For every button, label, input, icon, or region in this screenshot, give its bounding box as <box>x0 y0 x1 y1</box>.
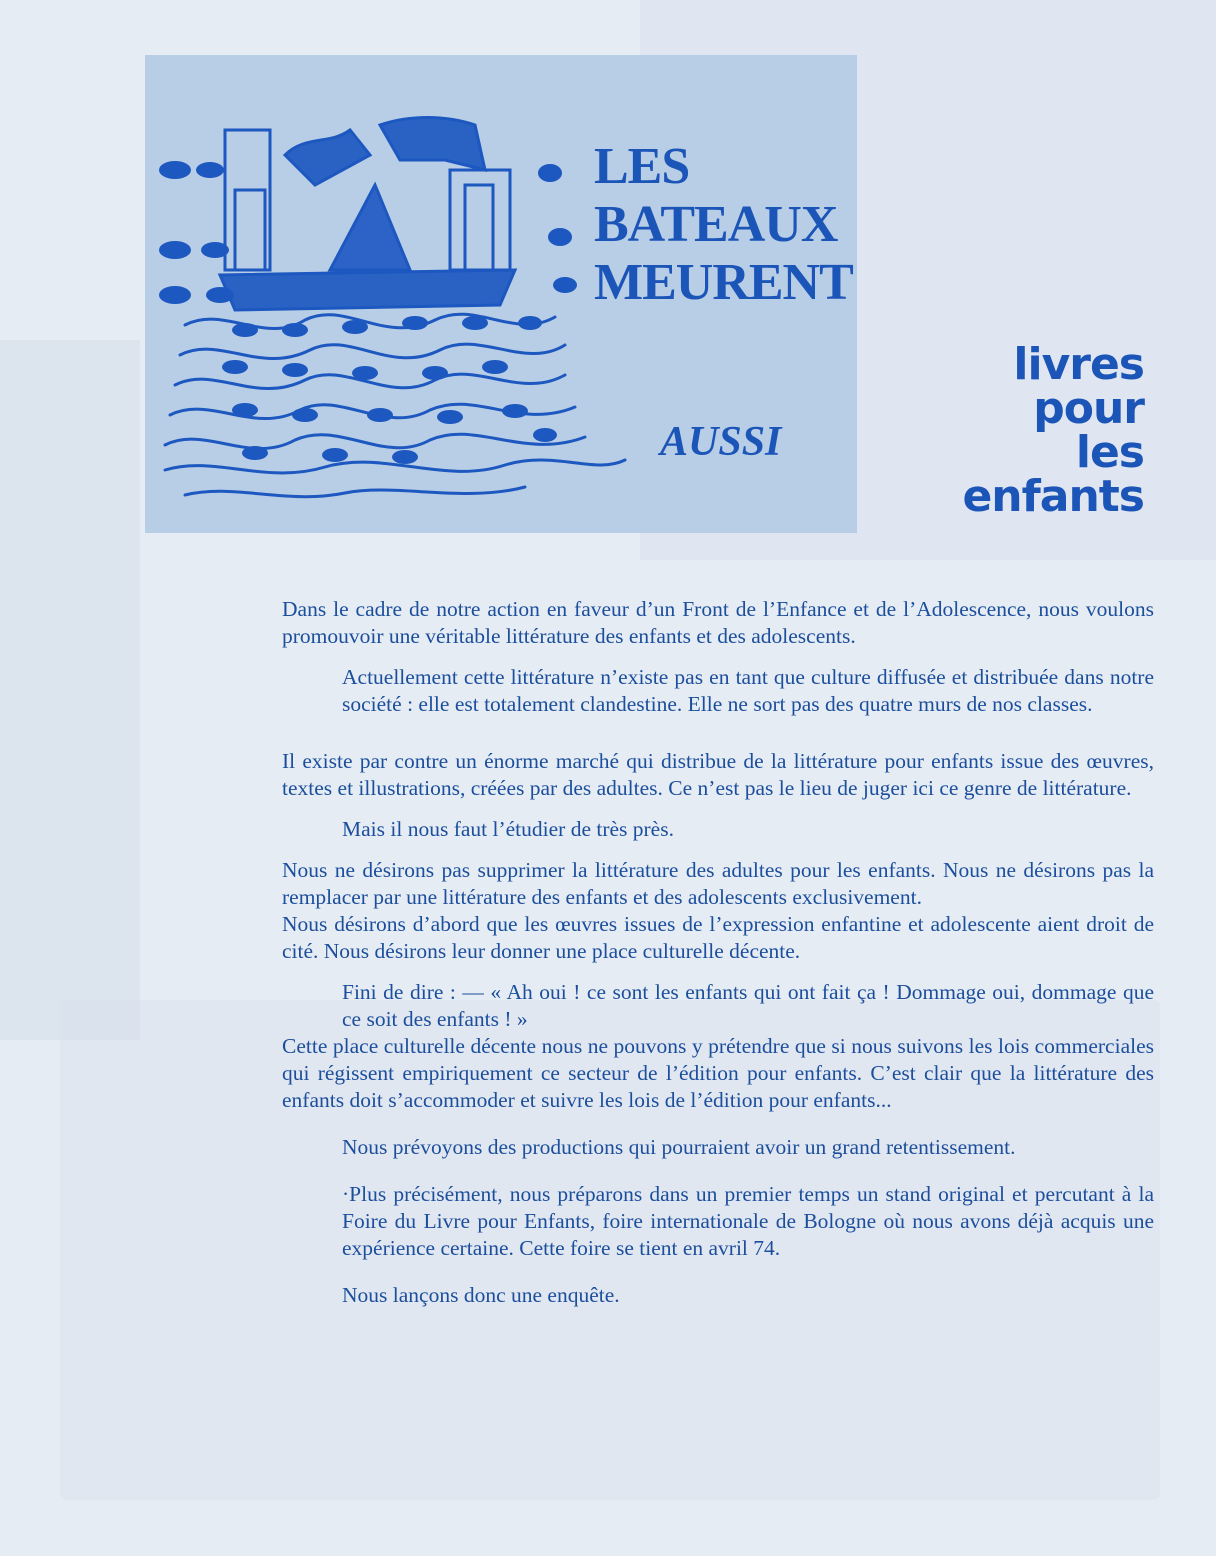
paragraph-11: Nous lançons donc une enquête. <box>342 1283 620 1307</box>
paragraph-3: Il existe par contre un énorme marché qui distribue de la littérature pour enfants issue des œuvres, textes et illustrations, créées par des adultes. Ce n’est pas le lieu de juger ici ce genre de littérature. <box>282 749 1154 800</box>
paragraph-7: Fini de dire : — « Ah oui ! ce sont les enfants qui ont fait ça ! Dommage oui, dommage que ce soit des enfants ! » <box>342 980 1154 1031</box>
paragraph-8: Cette place culturelle décente nous ne pouvons y prétendre que si nous suivons les lois commerciales qui régissent empiriquement ce secteur de l’édition pour enfants. C’est clair que la littérature des enfants doit s’accommoder et suivre les lois de l’édition pour enfants... <box>282 1034 1154 1112</box>
paragraph-2: Actuellement cette littérature n’existe pas en tant que culture diffusée et distribuée dans notre société : elle est totalement clandestine. Elle ne sort pas des quatre murs de nos classes. <box>342 665 1154 716</box>
paragraph-1: Dans le cadre de notre action en faveur d’un Front de l’Enfance et de l’Adolescence, nous voulons promouvoir une véritable littérature des enfants et des adolescents. <box>282 597 1154 648</box>
heading-line-3: les <box>1075 427 1144 478</box>
title-line-3: MEURENT <box>594 254 853 311</box>
heading-line-1: livres <box>1013 339 1144 390</box>
illustration-subtitle: AUSSI <box>660 419 782 465</box>
section-heading <box>962 339 1144 522</box>
paragraph-5: Nous ne désirons pas supprimer la littérature des adultes pour les enfants. Nous ne désirons pas la remplacer par une littérature des enfants et des adolescents exclusivement. <box>282 858 1154 909</box>
title-line-2: BATEAUX <box>594 196 838 253</box>
article-body <box>282 596 1154 1309</box>
paragraph-4: Mais il nous faut l’étudier de très près. <box>342 817 674 841</box>
paragraph-6: Nous désirons d’abord que les œuvres issues de l’expression enfantine et adolescente aient droit de cité. Nous désirons leur donner une place culturelle décente. <box>282 912 1154 963</box>
heading-line-2: pour <box>1033 383 1144 434</box>
illustration-title <box>594 138 854 312</box>
background-ghost-panel-left <box>0 340 140 1040</box>
paragraph-10: ·Plus précisément, nous préparons dans un premier temps un stand original et percutant à la Foire du Livre pour Enfants, foire internationale de Bologne où nous avons déjà acquis une expérience certaine. Cette foire se tient en avril 74. <box>342 1182 1154 1260</box>
heading-line-4: enfants <box>962 471 1144 522</box>
child-drawing-illustration <box>145 55 857 533</box>
paragraph-9: Nous prévoyons des productions qui pourraient avoir un grand retentissement. <box>342 1135 1016 1159</box>
title-line-1: LES <box>594 138 690 195</box>
